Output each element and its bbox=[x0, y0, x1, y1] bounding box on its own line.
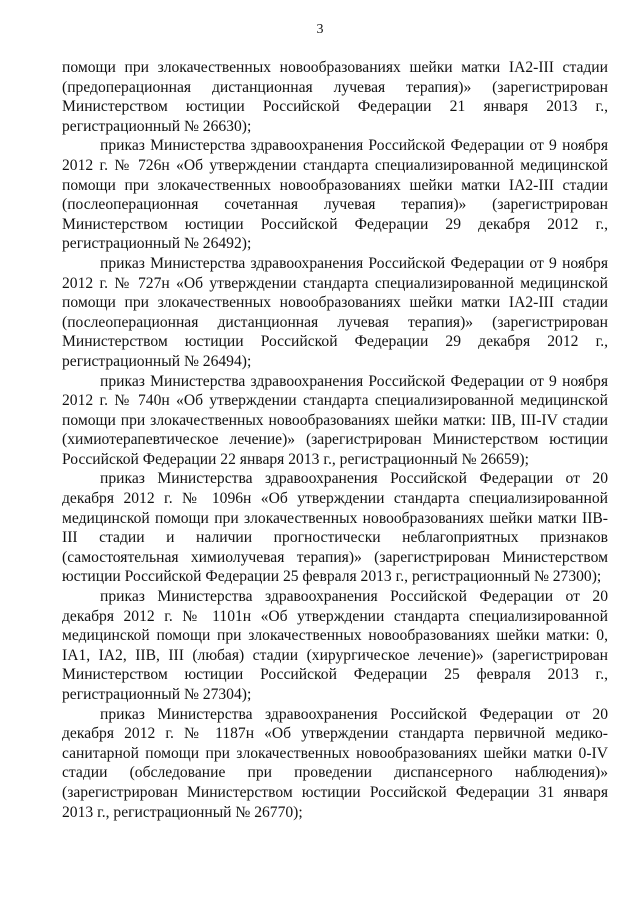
page-number: 3 bbox=[316, 22, 324, 37]
paragraph-order-726n: приказ Министерства здравоохранения Российской Федерации от 9 ноября 2012 г. № 726н «Об утверждении стандарта специализированной медицинской помощи при злокачественных новообразованиях шейки матки IA2-III стадии (послеоперационная сочетанная лучевая терапия)» (зарегистрирован Министерством юстиции Российской Федерации 29 декабря 2012 г., регистрационный № 26492); bbox=[62, 137, 608, 253]
paragraph-order-740n: приказ Министерства здравоохранения Российской Федерации от 9 ноября 2012 г. № 740н «Об утверждении стандарта специализированной медицинской помощи при злокачественных новообразованиях шейки матки: IIB, III-IV стадии (химиотерапевтическое лечение)» (зарегистрирован Министерством юстиции Российской Федерации 22 января 2013 г., регистрационный № 26659); bbox=[62, 372, 608, 468]
paragraph-order-1101n: приказ Министерства здравоохранения Российской Федерации от 20 декабря 2012 г. № 1101н «Об утверждении стандарта специализированной медицинской помощи при злокачественных новообразованиях шейки матки: 0, IA1, IA2, IIB, III (любая) стадии (хирургическое лечение)» (зарегистрирован Министерством юстиции Российской Федерации 25 февраля 2013 г., регистрационный № 27304); bbox=[62, 588, 608, 703]
paragraph-order-727n: приказ Министерства здравоохранения Российской Федерации от 9 ноября 2012 г. № 727н «Об утверждении стандарта специализированной медицинской помощи при злокачественных новообразованиях шейки матки IA2-III стадии (послеоперационная дистанционная лучевая терапия)» (зарегистрирован Министерством юстиции Российской Федерации 29 декабря 2012 г., регистрационный № 26494); bbox=[62, 254, 608, 370]
paragraph-order-1187n: приказ Министерства здравоохранения Российской Федерации от 20 декабря 2012 г. № 1187н «Об утверждении стандарта первичной медико-санитарной помощи при злокачественных новообразованиях шейки матки 0-IV стадии (обследование при проведении диспансерного наблюдения)» (зарегистрирован Министерством юстиции Российской Федерации 31 января 2013 г., регистрационный № 26770); bbox=[62, 705, 608, 821]
paragraph-continuation: помощи при злокачественных новообразованиях шейки матки IA2-III стадии (предоперационная дистанционная лучевая терапия)» (зарегистрирован Министерством юстиции Российской Федерации 21 января 2013 г., регистрационный № 26630); bbox=[62, 59, 608, 135]
paragraph-order-1096n: приказ Министерства здравоохранения Российской Федерации от 20 декабря 2012 г. № 1096н «Об утверждении стандарта специализированной медицинской помощи при злокачественных новообразованиях шейки матки IIB-III стадии и наличии прогностически неблагоприятных признаков (самостоятельная химиолучевая терапия)» (зарегистрирован Министерством юстиции Российской Федерации 25 февраля 2013 г., регистрационный № 27300); bbox=[62, 470, 608, 586]
document-body bbox=[62, 58, 608, 822]
